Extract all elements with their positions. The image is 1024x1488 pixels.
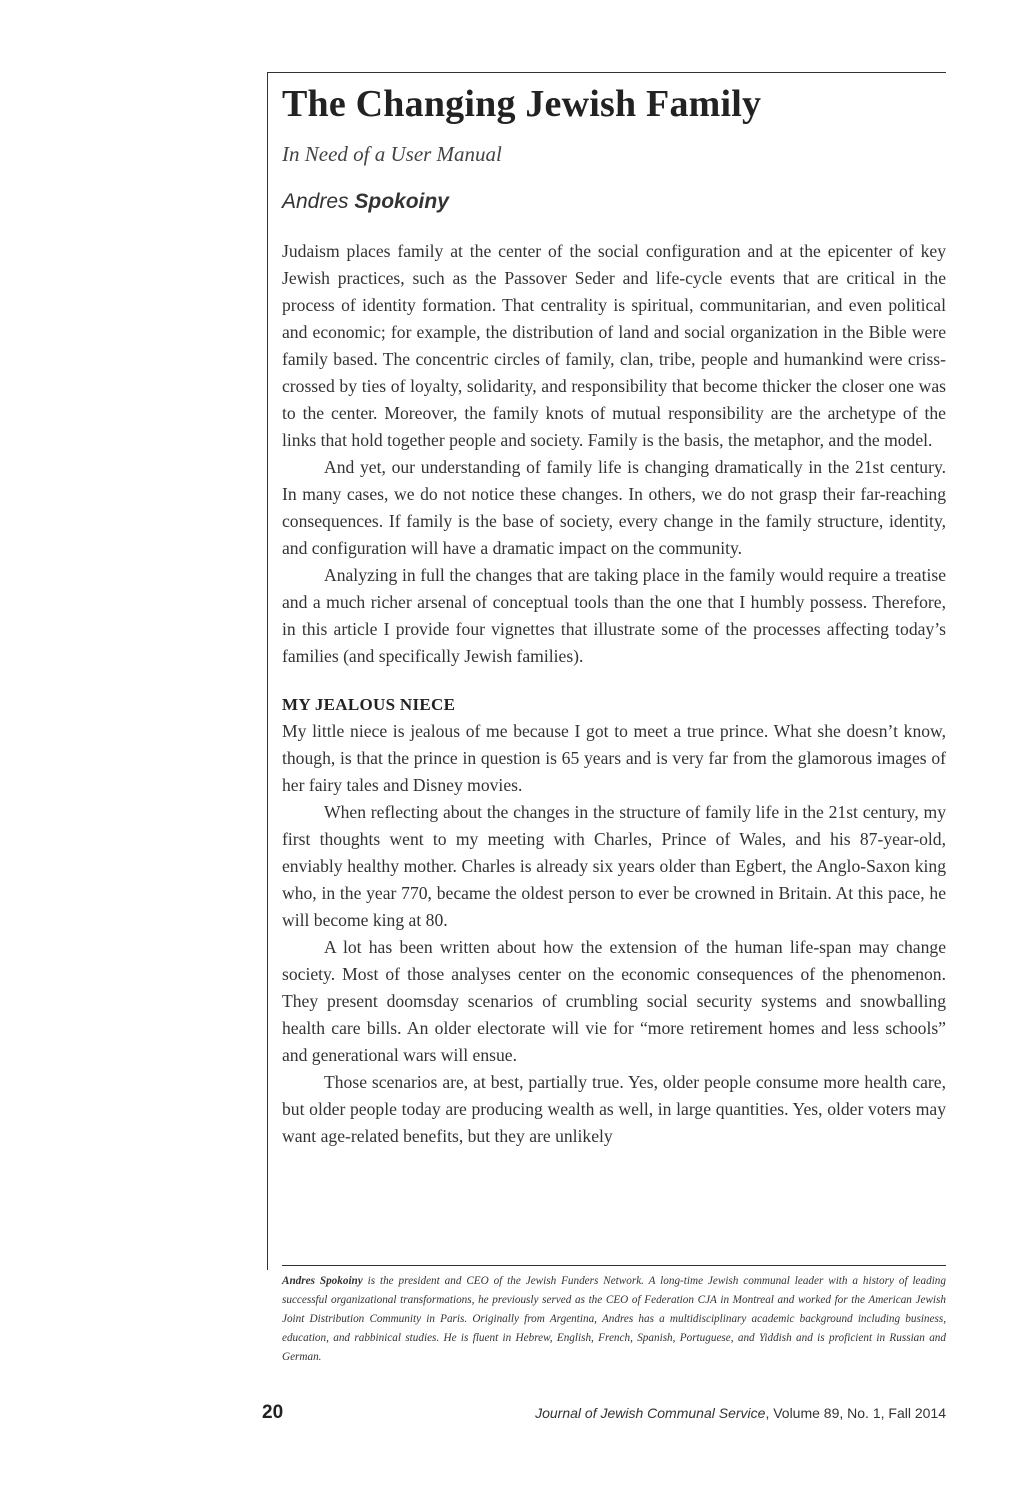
section-paragraph-1: My little niece is jealous of me because I got to meet a true prince. What she doesn’t know, though, is that the prince in question is 65 years and is very far from the glamorous images of her fairy tales and Disney movies. [282, 721, 946, 795]
intro-paragraph-1: Judaism places family at the center of the social configuration and at the epicenter of key Jewish practices, such as the Passover Seder and life-cycle events that are critical in the process of identity formation. That centrality is spiritual, communitarian, and even political and economic; for example, the distribution of land and social organization in the Bible were family based. The concentric circles of family, clan, tribe, people and humankind were criss-crossed by ties of loyalty, solidarity, and responsibility that become thicker the closer one was to the center. Moreover, the family knots of mutual responsibility are the archetype of the links that hold together people and society. Family is the basis, the metaphor, and the model. [282, 241, 946, 450]
footnote-rule [282, 1265, 946, 1266]
intro-paragraph-3: Analyzing in full the changes that are taking place in the family would require a treatise and a much richer arsenal of conceptual tools than the one that I humbly possess. Therefore, in this article I provide four vignettes that illustrate some of the processes affecting today’s families (and specifically Jewish families). [282, 565, 946, 666]
article-content [282, 78, 946, 1150]
top-rule [267, 72, 946, 73]
author-last-name: Spokoiny [354, 190, 449, 213]
footnote-text: is the president and CEO of the Jewish Funders Network. A long-time Jewish communal leader with a history of leading successful organizational transformations, he previously served as the CEO of Federation CJA in Montreal and worked for the American Jewish Joint Distribution Community in Paris. Originally from Argentina, Andres has a multidisciplinary academic background including business, education, and rabbinical studies. He is fluent in Hebrew, English, French, Spanish, Portuguese, and Yiddish and is proficient in Russian and German. [282, 1275, 946, 1363]
journal-name: Journal of Jewish Communal Service [535, 1405, 766, 1421]
author-bio-footnote [282, 1272, 946, 1367]
section-paragraph-4: Those scenarios are, at best, partially true. Yes, older people consume more health care, but older people today are producing wealth as well, in large quantities. Yes, older voters may want age-related benefits, but they are unlikely [282, 1072, 946, 1146]
side-rule [267, 72, 268, 1270]
journal-issue: , Volume 89, No. 1, Fall 2014 [765, 1405, 946, 1421]
section-paragraph-3: A lot has been written about how the extension of the human life-span may change society. Most of those analyses center on the economic consequences of the phenomenon. They present doomsday scenarios of crumbling social security systems and snowballing health care bills. An older electorate will vie for “more retirement homes and less schools” and generational wars will ensue. [282, 937, 946, 1065]
section-heading: MY JEALOUS NIECE [282, 695, 456, 714]
page-number: 20 [262, 1402, 284, 1423]
journal-citation [535, 1405, 946, 1421]
section-paragraph-2: When reflecting about the changes in the structure of family life in the 21st century, my first thoughts went to my meeting with Charles, Prince of Wales, and his 87-year-old, enviably healthy mother. Charles is already six years older than Egbert, the Anglo-Saxon king who, in the year 770, became the oldest person to ever be crowned in Britain. At this pace, he will become king at 80. [282, 802, 946, 930]
article-body [282, 238, 946, 1150]
article-title: The Changing Jewish Family [282, 83, 762, 125]
author-first-name: Andres [282, 190, 349, 213]
article-author [282, 188, 946, 216]
footnote-author-name: Andres Spokoiny [282, 1275, 363, 1287]
article-subtitle: In Need of a User Manual [282, 142, 502, 166]
intro-paragraph-2: And yet, our understanding of family life is changing dramatically in the 21st century. In many cases, we do not notice these changes. In others, we do not grasp their far-reaching consequences. If family is the base of society, every change in the family structure, identity, and configuration will have a dramatic impact on the community. [282, 457, 946, 558]
